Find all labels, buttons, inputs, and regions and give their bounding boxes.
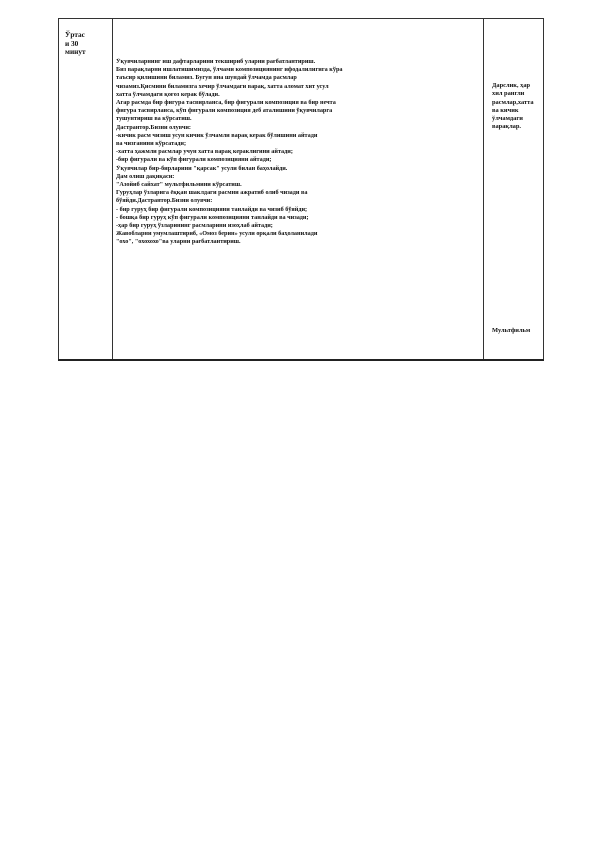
time-cell [59, 19, 113, 361]
resources-line: варақлар. [492, 123, 522, 131]
activity-line: Жавобларни умумлаштириб, «Омоз берин» усули орқали баҳоланилади [116, 230, 318, 238]
resources-video: Мультфильм [492, 327, 531, 334]
activity-line: фигура тасвирланса, кўп фигурали композиция деб аталишини ўқувчиларга [116, 107, 333, 115]
activity-line: -ҳар бир гуруҳ ўзларининг расмларини изоҳлаб айтади; [116, 222, 273, 230]
activity-line: "Азойиб сайхат" мультфильмини кўрсатиш. [116, 181, 242, 189]
lesson-plan-table [58, 18, 544, 361]
resources-line: ўлчамдаги [492, 115, 523, 123]
time-line: минут [65, 47, 86, 56]
time-text [59, 19, 112, 57]
time-line: Ўртас [65, 30, 85, 39]
resources-list [492, 82, 534, 132]
activity-line: хатта ўлчамдаги қоғоз керак бўлади. [116, 90, 220, 98]
activity-line: Дам олиш дақиқаси: [116, 172, 175, 180]
resources-cell [484, 19, 544, 361]
activity-line: чизамиз.Қисмини биламизга хечир ўлчамдаги варақ, хатта аломат хит усул [116, 82, 329, 90]
activity-line: Биз варақларни ишлатишимизда, ўлчами композициянинг ифодалилигига кўра [116, 66, 343, 74]
activity-line: тушунтириш ва кўрсатиш. [116, 115, 192, 123]
resources-line: ва кичик [492, 106, 519, 114]
activity-line: таъсир қилишини биламиз. Бугун яна шундай ўлчамда расмлар [116, 74, 297, 82]
resources-line: расмлар,хатта [492, 98, 534, 106]
activity-line: Агар расмда бир фигура тасвирланса, бир фигурали композиция ва бир нечта [116, 99, 336, 107]
activity-line: -кичик расм чизиш усун кичик ўлчамли варақ керак бўлишини айтади [116, 131, 318, 139]
activity-line: Ўқувчиларнинг иш дафтарларини текшириб уларни рағбатлантириш. [116, 58, 316, 65]
activity-line: "охо", "охохохо"ва уларни рағбатлантириш. [116, 238, 241, 246]
activity-line: - бир гуруҳ бир фигурали композицияни танлайди ва чизиб бўяйди; [116, 205, 308, 213]
activity-line: ва чизганини кўрсатади; [116, 140, 187, 148]
activity-line: Дастрантор.Бизни олувчи: [116, 123, 191, 131]
activity-cell [113, 19, 484, 361]
activity-line: - бошқа бир гуруҳ кўп фигурали композицияни танлайди ва чизади; [116, 213, 309, 221]
activity-line: бўяйди.Дастрантор.Бизни олувчи: [116, 197, 213, 205]
table-row [59, 19, 544, 361]
resources-text [484, 19, 543, 359]
resources-line: хил рангли [492, 90, 525, 98]
activity-line: -хатта ҳажмли расмлар учун хатта варақ кераклигини айтади; [116, 148, 293, 156]
activity-text [113, 19, 483, 247]
activity-line: -бир фигурали ва кўп фигурали композицияни айтади; [116, 156, 272, 164]
activity-line: Гуруҳлар ўзларига ёққан шаклдаги расмни ажратиб олиб чизади ва [116, 189, 308, 197]
time-line: и 30 [65, 38, 79, 48]
resources-line: Дарслик, ҳар [492, 82, 531, 89]
activity-line: Ўқувчилар бир-бирларини "қарсак" усули билан баҳолайди. [116, 164, 288, 172]
